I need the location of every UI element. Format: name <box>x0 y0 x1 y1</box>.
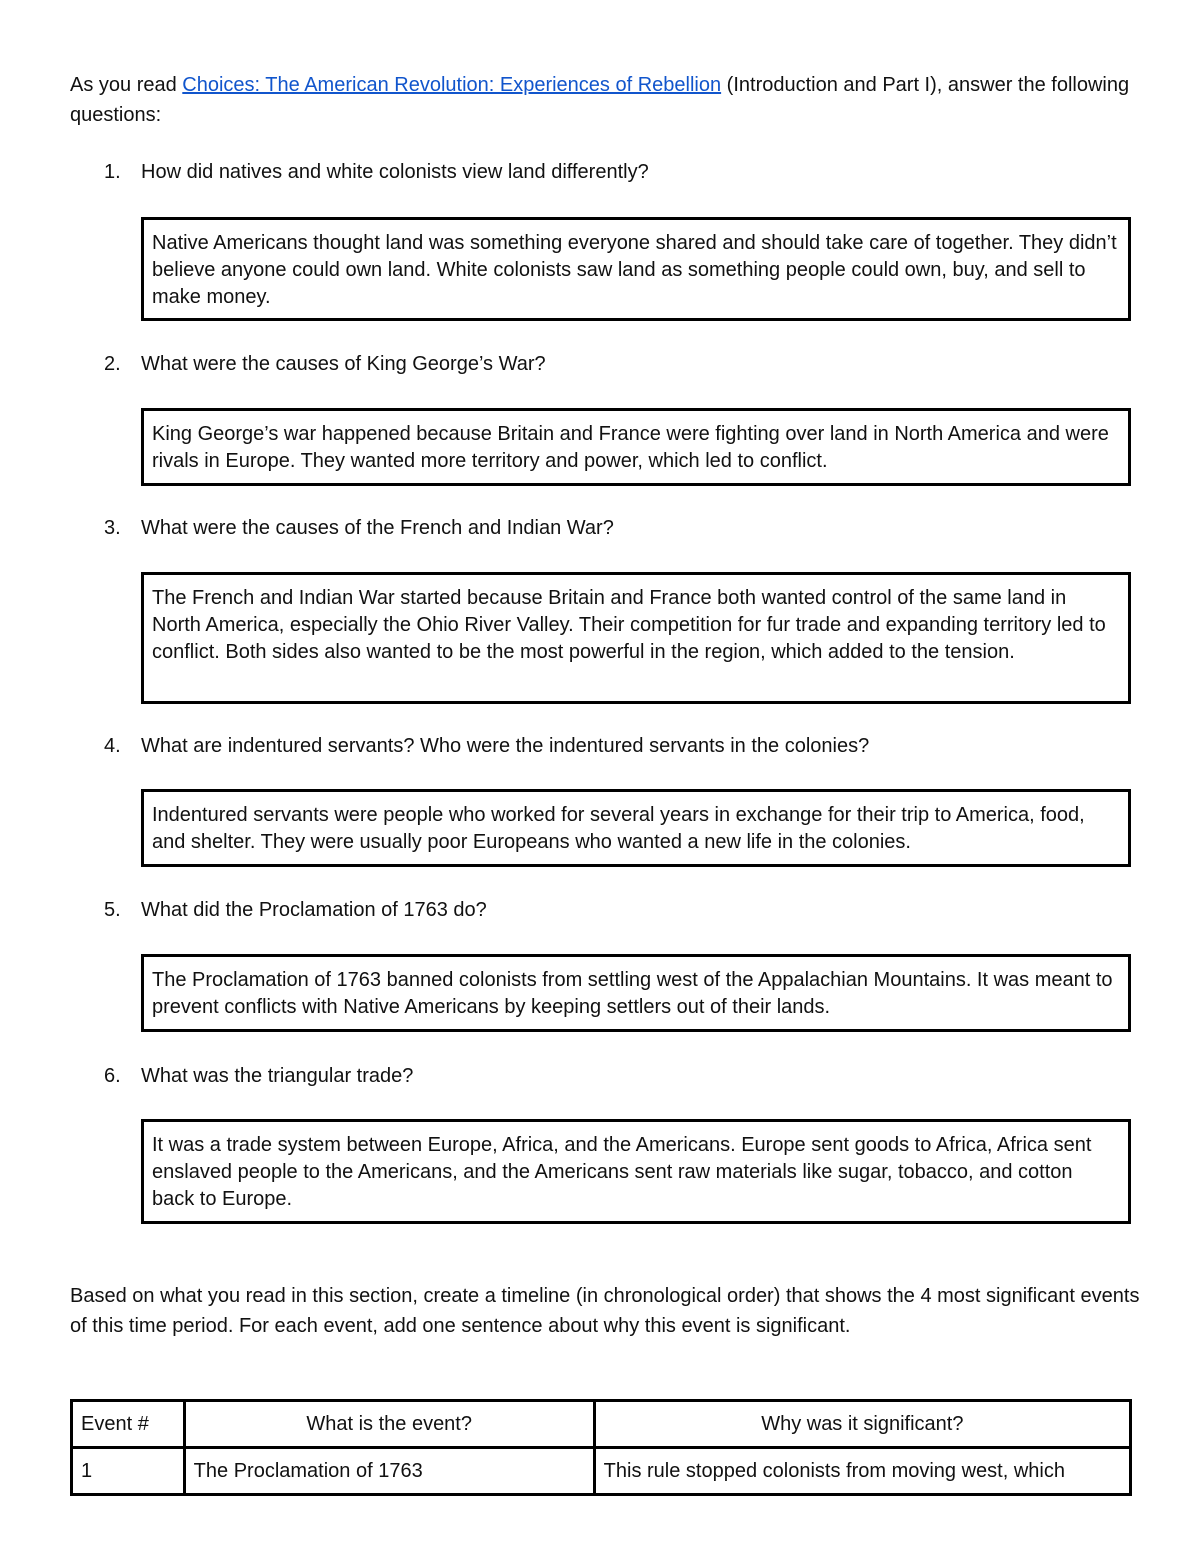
intro-paragraph <box>70 70 1150 130</box>
question-number: 4. <box>104 735 121 757</box>
question-number: 1. <box>104 161 121 183</box>
intro-prefix: As you read <box>70 74 183 96</box>
question-number: 2. <box>104 353 121 375</box>
header-event-number: Event # <box>72 1401 185 1448</box>
answer-box-5[interactable]: The Proclamation of 1763 banned colonists from settling west of the Appalachian Mountains. It was meant to prevent conflicts with Native Americans by keeping settlers out of their lands. <box>141 954 1131 1032</box>
cell-event[interactable]: The Proclamation of 1763 <box>184 1448 594 1495</box>
answer-box-4[interactable]: Indentured servants were people who worked for several years in exchange for their trip to America, food, and shelter. They were usually poor Europeans who wanted a new life in the colonies. <box>141 789 1131 867</box>
question-text: What were the causes of King George’s War? <box>141 353 546 375</box>
answer-box-6[interactable]: It was a trade system between Europe, Africa, and the Americans. Europe sent goods to Africa, Africa sent enslaved people to the Americans, and the Americans sent raw materials like sugar, tobacco, and cotton back to Europe. <box>141 1119 1131 1224</box>
question-number: 6. <box>104 1065 121 1087</box>
header-significance: Why was it significant? <box>594 1401 1130 1448</box>
timeline-instructions: Based on what you read in this section, create a timeline (in chronological order) that shows the 4 most significant events of this time period. For each event, add one sentence about why this event is significant. <box>70 1285 1140 1337</box>
question-number: 5. <box>104 899 121 921</box>
table-row <box>72 1448 1131 1495</box>
question-text: How did natives and white colonists view land differently? <box>141 161 649 183</box>
intro-suffix: (Introduction and Part I), answer the following questions: <box>70 74 1130 126</box>
table-header-row <box>72 1401 1131 1448</box>
answer-box-3[interactable]: The French and Indian War started because Britain and France both wanted control of the same land in North America, especially the Ohio River Valley. Their competition for fur trade and expanding territory led to conflict. Both sides also wanted to be the most powerful in the region, which added to the tension. <box>141 572 1131 704</box>
header-event: What is the event? <box>184 1401 594 1448</box>
question-number: 3. <box>104 517 121 539</box>
question-text: What are indentured servants? Who were the indentured servants in the colonies? <box>141 735 870 757</box>
cell-event-number[interactable]: 1 <box>72 1448 185 1495</box>
answer-box-1[interactable]: Native Americans thought land was something everyone shared and should take care of together. They didn’t believe anyone could own land. White colonists saw land as something people could own, buy, and sell to make money. <box>141 217 1131 321</box>
timeline-table <box>70 1399 1132 1496</box>
question-text: What did the Proclamation of 1763 do? <box>141 899 487 921</box>
answer-box-2[interactable]: King George’s war happened because Britain and France were fighting over land in North America and were rivals in Europe. They wanted more territory and power, which led to conflict. <box>141 408 1131 486</box>
question-text: What were the causes of the French and Indian War? <box>141 517 614 539</box>
question-text: What was the triangular trade? <box>141 1065 414 1087</box>
cell-significance[interactable]: This rule stopped colonists from moving west, which <box>594 1448 1130 1495</box>
reading-link[interactable]: Choices: The American Revolution: Experiences of Rebellion <box>182 74 722 96</box>
